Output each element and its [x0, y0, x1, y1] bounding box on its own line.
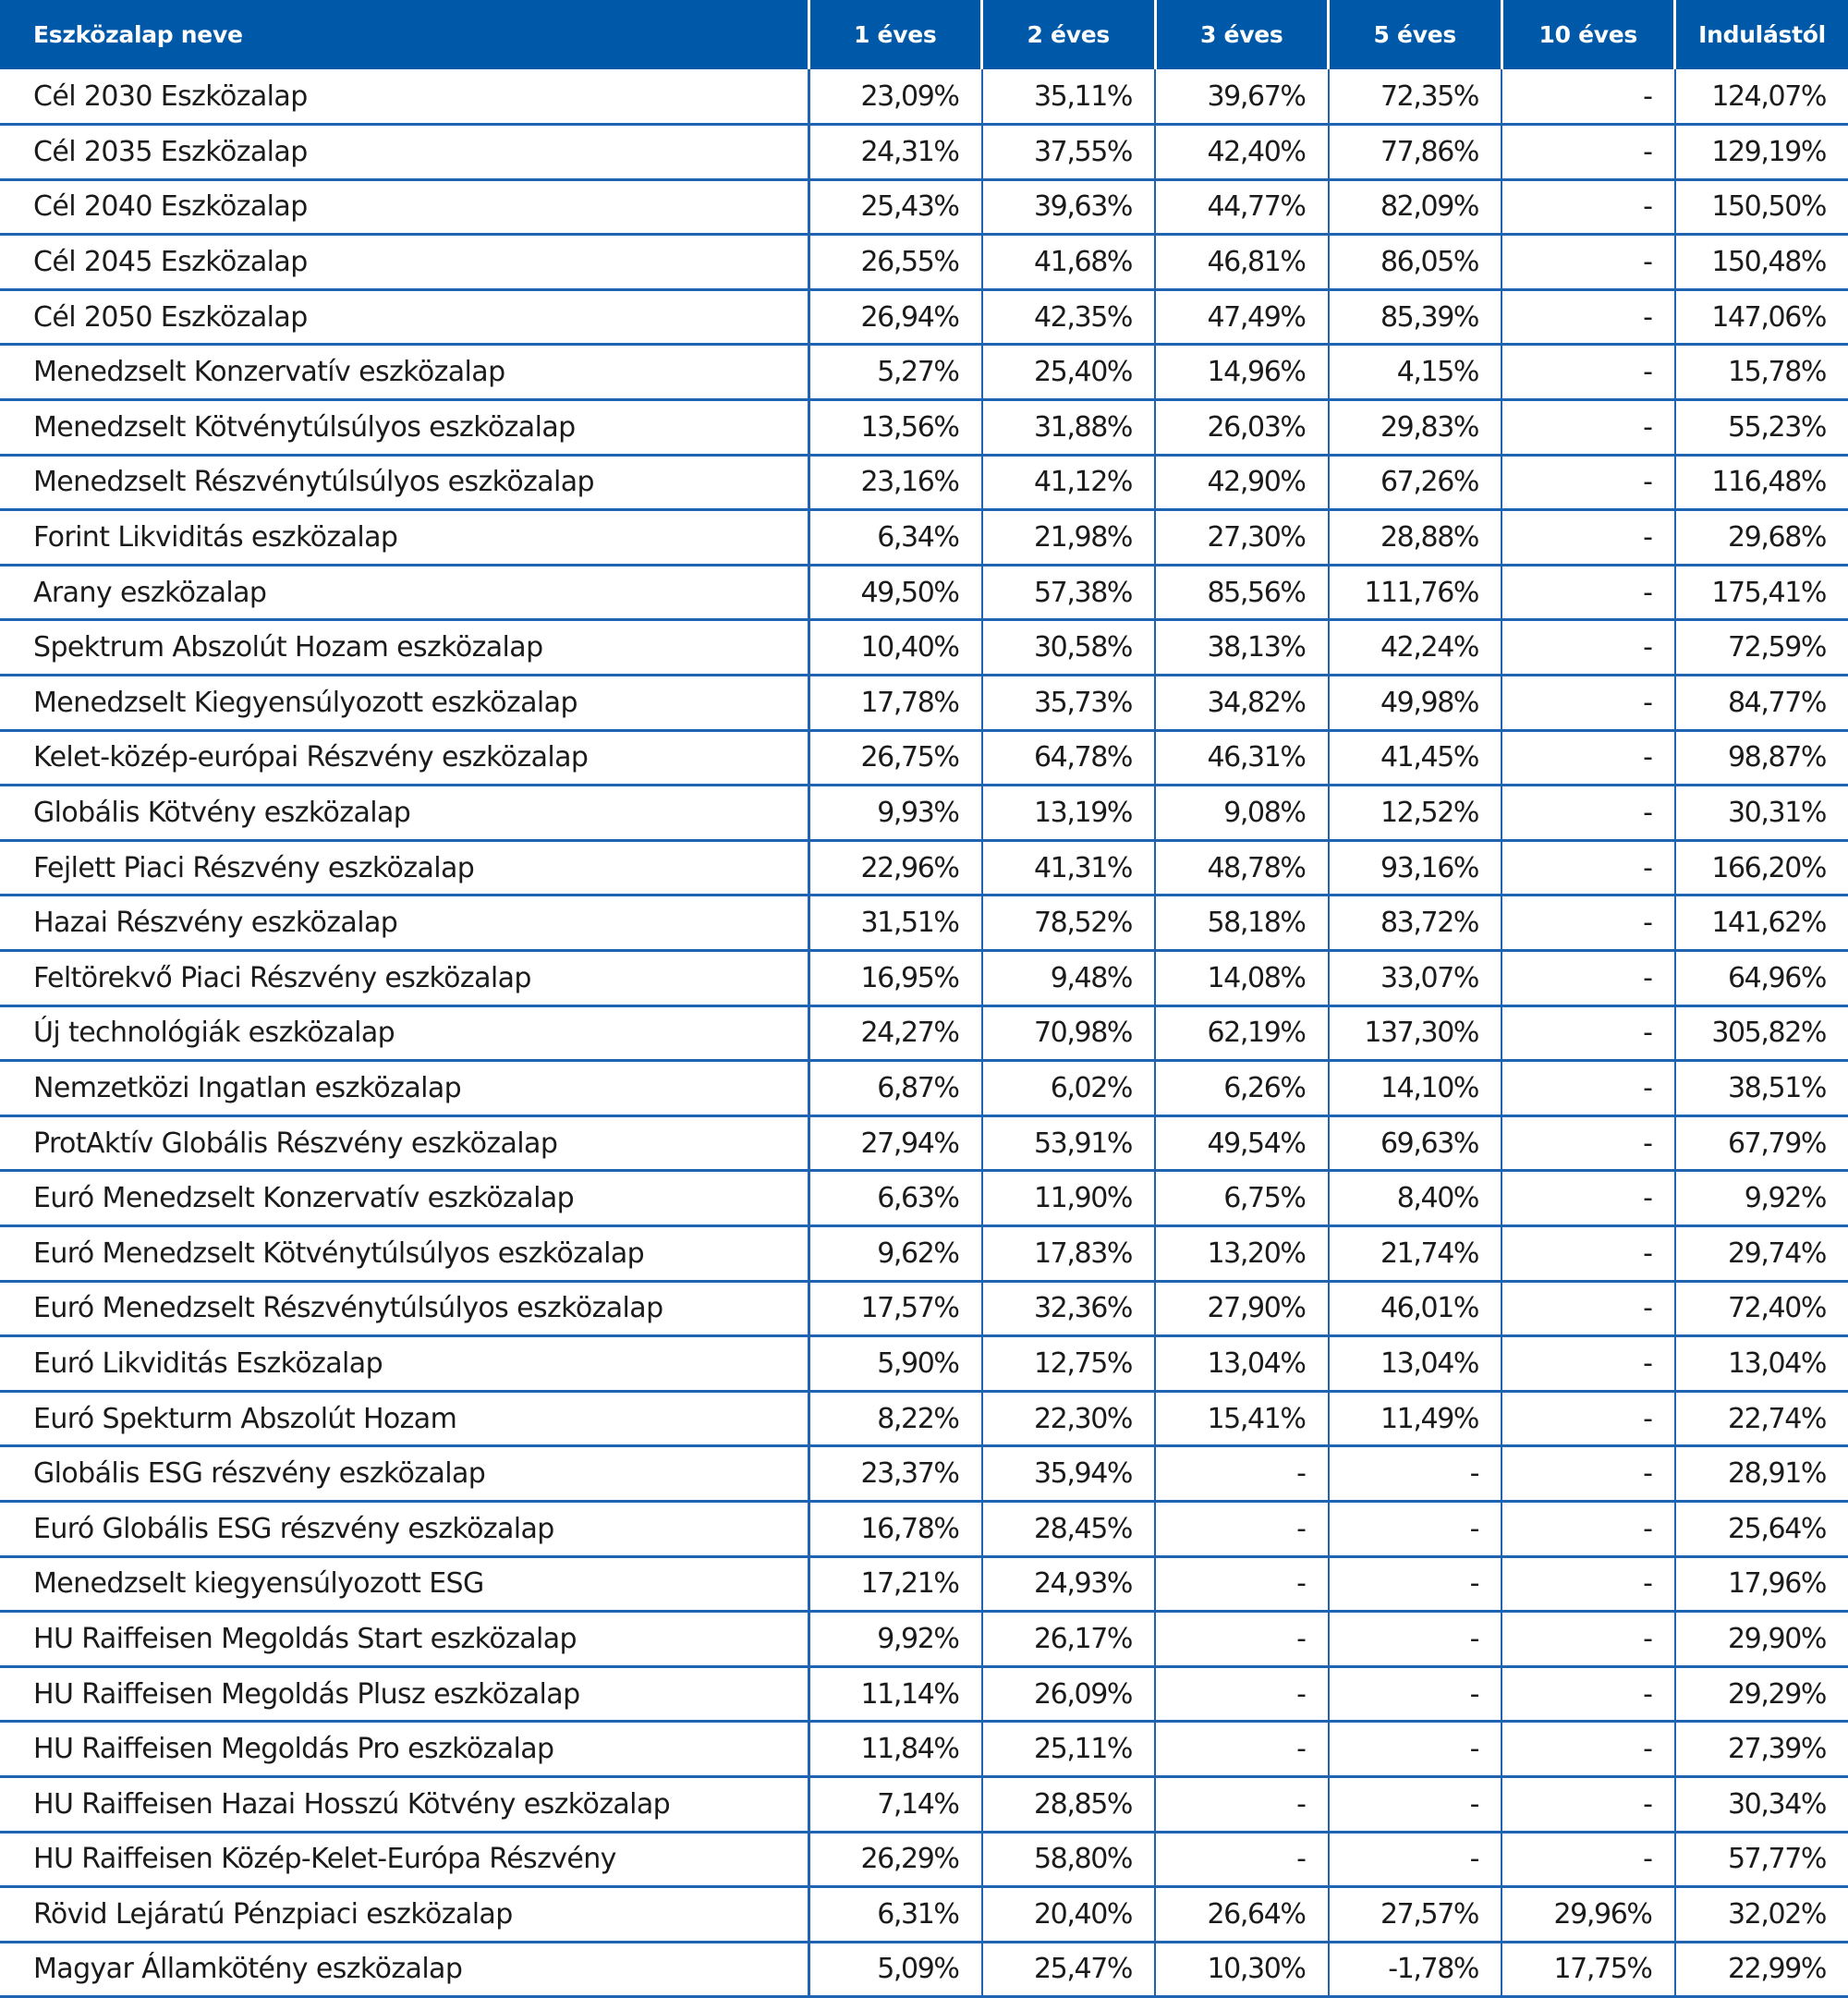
header-fund-name: Eszközalap neve	[0, 0, 808, 69]
return-since-inception-cell: 166,20%	[1675, 840, 1848, 895]
return-10-year-cell: -	[1502, 676, 1675, 731]
header-5-year: 5 éves	[1329, 0, 1502, 69]
return-1-year-cell: 5,27%	[808, 345, 982, 400]
return-2-year-cell: 35,11%	[982, 69, 1156, 125]
return-3-year-cell: 39,67%	[1155, 69, 1329, 125]
return-1-year-cell: 23,09%	[808, 69, 982, 125]
return-1-year-cell: 13,56%	[808, 400, 982, 456]
return-2-year-cell: 21,98%	[982, 510, 1156, 566]
table-row	[0, 1446, 1848, 1502]
return-2-year-cell: 41,12%	[982, 455, 1156, 510]
return-5-year-cell: -	[1329, 1722, 1502, 1777]
table-row	[0, 455, 1848, 510]
return-2-year-cell: 30,58%	[982, 620, 1156, 676]
return-10-year-cell: -	[1502, 1391, 1675, 1446]
return-10-year-cell: -	[1502, 1776, 1675, 1832]
fund-name-cell: Euró Menedzselt Részvénytúlsúlyos eszközalap	[0, 1281, 808, 1336]
fund-name-cell: Forint Likviditás eszközalap	[0, 510, 808, 566]
return-since-inception-cell: 150,48%	[1675, 235, 1848, 290]
return-5-year-cell: 137,30%	[1329, 1005, 1502, 1061]
return-since-inception-cell: 305,82%	[1675, 1005, 1848, 1061]
return-3-year-cell: 44,77%	[1155, 179, 1329, 235]
return-2-year-cell: 58,80%	[982, 1832, 1156, 1887]
return-3-year-cell: 14,96%	[1155, 345, 1329, 400]
return-since-inception-cell: 67,79%	[1675, 1115, 1848, 1171]
return-1-year-cell: 23,37%	[808, 1446, 982, 1502]
fund-name-cell: Euró Globális ESG részvény eszközalap	[0, 1501, 808, 1556]
return-10-year-cell: -	[1502, 1005, 1675, 1061]
return-since-inception-cell: 30,31%	[1675, 786, 1848, 841]
return-1-year-cell: 11,14%	[808, 1666, 982, 1722]
return-since-inception-cell: 15,78%	[1675, 345, 1848, 400]
return-3-year-cell: -	[1155, 1501, 1329, 1556]
return-5-year-cell: 82,09%	[1329, 179, 1502, 235]
return-3-year-cell: 15,41%	[1155, 1391, 1329, 1446]
return-3-year-cell: 47,49%	[1155, 289, 1329, 345]
return-1-year-cell: 16,95%	[808, 951, 982, 1006]
return-1-year-cell: 8,22%	[808, 1391, 982, 1446]
return-10-year-cell: -	[1502, 1061, 1675, 1116]
fund-name-cell: HU Raiffeisen Megoldás Start eszközalap	[0, 1612, 808, 1667]
header-2-year: 2 éves	[982, 0, 1156, 69]
return-2-year-cell: 64,78%	[982, 730, 1156, 786]
return-10-year-cell: -	[1502, 1171, 1675, 1226]
return-1-year-cell: 17,21%	[808, 1556, 982, 1612]
return-since-inception-cell: 124,07%	[1675, 69, 1848, 125]
return-5-year-cell: 42,24%	[1329, 620, 1502, 676]
fund-name-cell: Kelet-közép-európai Részvény eszközalap	[0, 730, 808, 786]
return-1-year-cell: 11,84%	[808, 1722, 982, 1777]
return-since-inception-cell: 72,59%	[1675, 620, 1848, 676]
return-1-year-cell: 9,92%	[808, 1612, 982, 1667]
table-row	[0, 235, 1848, 290]
fund-name-cell: Menedzselt Kötvénytúlsúlyos eszközalap	[0, 400, 808, 456]
return-5-year-cell: -	[1329, 1666, 1502, 1722]
return-1-year-cell: 10,40%	[808, 620, 982, 676]
return-2-year-cell: 57,38%	[982, 565, 1156, 620]
header-10-year: 10 éves	[1502, 0, 1675, 69]
fund-name-cell: Euró Menedzselt Konzervatív eszközalap	[0, 1171, 808, 1226]
return-2-year-cell: 53,91%	[982, 1115, 1156, 1171]
fund-name-cell: Euró Spekturm Abszolút Hozam	[0, 1391, 808, 1446]
header-row	[0, 0, 1848, 69]
return-5-year-cell: 46,01%	[1329, 1281, 1502, 1336]
return-1-year-cell: 26,29%	[808, 1832, 982, 1887]
return-2-year-cell: 9,48%	[982, 951, 1156, 1006]
table-row	[0, 1225, 1848, 1281]
return-1-year-cell: 26,55%	[808, 235, 982, 290]
return-1-year-cell: 5,09%	[808, 1942, 982, 1997]
return-10-year-cell: -	[1502, 510, 1675, 566]
table-row	[0, 1005, 1848, 1061]
return-5-year-cell: 77,86%	[1329, 125, 1502, 180]
return-5-year-cell: -	[1329, 1776, 1502, 1832]
return-3-year-cell: 62,19%	[1155, 1005, 1329, 1061]
return-3-year-cell: 49,54%	[1155, 1115, 1329, 1171]
return-2-year-cell: 11,90%	[982, 1171, 1156, 1226]
return-10-year-cell: 17,75%	[1502, 1942, 1675, 1997]
return-2-year-cell: 22,30%	[982, 1391, 1156, 1446]
return-5-year-cell: -1,78%	[1329, 1942, 1502, 1997]
return-3-year-cell: -	[1155, 1612, 1329, 1667]
return-2-year-cell: 41,68%	[982, 235, 1156, 290]
table-row	[0, 730, 1848, 786]
return-3-year-cell: 46,31%	[1155, 730, 1329, 786]
table-row	[0, 951, 1848, 1006]
return-2-year-cell: 37,55%	[982, 125, 1156, 180]
fund-name-cell: Euró Menedzselt Kötvénytúlsúlyos eszközalap	[0, 1225, 808, 1281]
return-since-inception-cell: 29,90%	[1675, 1612, 1848, 1667]
return-5-year-cell: -	[1329, 1446, 1502, 1502]
return-3-year-cell: -	[1155, 1446, 1329, 1502]
return-3-year-cell: 46,81%	[1155, 235, 1329, 290]
fund-name-cell: HU Raiffeisen Hazai Hosszú Kötvény eszközalap	[0, 1776, 808, 1832]
return-1-year-cell: 23,16%	[808, 455, 982, 510]
table-row	[0, 676, 1848, 731]
return-2-year-cell: 24,93%	[982, 1556, 1156, 1612]
return-5-year-cell: 67,26%	[1329, 455, 1502, 510]
return-2-year-cell: 25,11%	[982, 1722, 1156, 1777]
return-3-year-cell: -	[1155, 1556, 1329, 1612]
fund-name-cell: Fejlett Piaci Részvény eszközalap	[0, 840, 808, 895]
return-5-year-cell: 85,39%	[1329, 289, 1502, 345]
return-1-year-cell: 9,93%	[808, 786, 982, 841]
table-row	[0, 1501, 1848, 1556]
return-2-year-cell: 70,98%	[982, 1005, 1156, 1061]
return-10-year-cell: -	[1502, 345, 1675, 400]
return-3-year-cell: 9,08%	[1155, 786, 1329, 841]
fund-name-cell: Menedzselt kiegyensúlyozott ESG	[0, 1556, 808, 1612]
table-row	[0, 345, 1848, 400]
return-since-inception-cell: 116,48%	[1675, 455, 1848, 510]
return-2-year-cell: 39,63%	[982, 179, 1156, 235]
return-5-year-cell: 69,63%	[1329, 1115, 1502, 1171]
return-10-year-cell: -	[1502, 1666, 1675, 1722]
return-since-inception-cell: 150,50%	[1675, 179, 1848, 235]
table-row	[0, 620, 1848, 676]
return-10-year-cell: -	[1502, 1225, 1675, 1281]
return-since-inception-cell: 22,99%	[1675, 1942, 1848, 1997]
fund-name-cell: Menedzselt Részvénytúlsúlyos eszközalap	[0, 455, 808, 510]
table-row	[0, 1887, 1848, 1943]
return-3-year-cell: 26,03%	[1155, 400, 1329, 456]
return-since-inception-cell: 9,92%	[1675, 1171, 1848, 1226]
fund-name-cell: Menedzselt Kiegyensúlyozott eszközalap	[0, 676, 808, 731]
return-3-year-cell: 58,18%	[1155, 895, 1329, 951]
table-row	[0, 895, 1848, 951]
return-since-inception-cell: 17,96%	[1675, 1556, 1848, 1612]
return-5-year-cell: -	[1329, 1556, 1502, 1612]
return-10-year-cell: -	[1502, 400, 1675, 456]
return-1-year-cell: 6,34%	[808, 510, 982, 566]
return-5-year-cell: 33,07%	[1329, 951, 1502, 1006]
table-row	[0, 1336, 1848, 1392]
return-3-year-cell: 34,82%	[1155, 676, 1329, 731]
return-3-year-cell: 48,78%	[1155, 840, 1329, 895]
return-since-inception-cell: 55,23%	[1675, 400, 1848, 456]
table-row	[0, 1666, 1848, 1722]
fund-name-cell: Euró Likviditás Eszközalap	[0, 1336, 808, 1392]
fund-name-cell: Magyar Államkötény eszközalap	[0, 1942, 808, 1997]
return-2-year-cell: 26,09%	[982, 1666, 1156, 1722]
return-2-year-cell: 41,31%	[982, 840, 1156, 895]
return-10-year-cell: -	[1502, 730, 1675, 786]
table-row	[0, 179, 1848, 235]
return-3-year-cell: 14,08%	[1155, 951, 1329, 1006]
return-1-year-cell: 26,75%	[808, 730, 982, 786]
return-since-inception-cell: 13,04%	[1675, 1336, 1848, 1392]
return-5-year-cell: 83,72%	[1329, 895, 1502, 951]
table-row	[0, 125, 1848, 180]
return-2-year-cell: 35,73%	[982, 676, 1156, 731]
return-5-year-cell: -	[1329, 1612, 1502, 1667]
return-2-year-cell: 12,75%	[982, 1336, 1156, 1392]
fund-name-cell: Cél 2035 Eszközalap	[0, 125, 808, 180]
return-5-year-cell: 29,83%	[1329, 400, 1502, 456]
return-5-year-cell: -	[1329, 1501, 1502, 1556]
return-1-year-cell: 49,50%	[808, 565, 982, 620]
return-1-year-cell: 24,31%	[808, 125, 982, 180]
return-1-year-cell: 24,27%	[808, 1005, 982, 1061]
return-since-inception-cell: 29,68%	[1675, 510, 1848, 566]
return-since-inception-cell: 27,39%	[1675, 1722, 1848, 1777]
fund-name-cell: Új technológiák eszközalap	[0, 1005, 808, 1061]
header-1-year: 1 éves	[808, 0, 982, 69]
return-10-year-cell: -	[1502, 951, 1675, 1006]
table-row	[0, 1171, 1848, 1226]
return-since-inception-cell: 175,41%	[1675, 565, 1848, 620]
table-body	[0, 69, 1848, 1997]
return-since-inception-cell: 28,91%	[1675, 1446, 1848, 1502]
return-10-year-cell: -	[1502, 69, 1675, 125]
return-since-inception-cell: 141,62%	[1675, 895, 1848, 951]
return-5-year-cell: 72,35%	[1329, 69, 1502, 125]
fund-name-cell: Globális ESG részvény eszközalap	[0, 1446, 808, 1502]
table-row	[0, 400, 1848, 456]
table-row	[0, 289, 1848, 345]
return-2-year-cell: 31,88%	[982, 400, 1156, 456]
return-5-year-cell: 49,98%	[1329, 676, 1502, 731]
fund-name-cell: Rövid Lejáratú Pénzpiaci eszközalap	[0, 1887, 808, 1943]
return-10-year-cell: -	[1502, 289, 1675, 345]
return-10-year-cell: -	[1502, 1832, 1675, 1887]
return-since-inception-cell: 22,74%	[1675, 1391, 1848, 1446]
fund-name-cell: Globális Kötvény eszközalap	[0, 786, 808, 841]
return-1-year-cell: 22,96%	[808, 840, 982, 895]
return-1-year-cell: 17,57%	[808, 1281, 982, 1336]
return-since-inception-cell: 30,34%	[1675, 1776, 1848, 1832]
return-since-inception-cell: 57,77%	[1675, 1832, 1848, 1887]
return-5-year-cell: 111,76%	[1329, 565, 1502, 620]
table-row	[0, 1061, 1848, 1116]
return-3-year-cell: 27,90%	[1155, 1281, 1329, 1336]
return-10-year-cell: -	[1502, 1281, 1675, 1336]
return-5-year-cell: 12,52%	[1329, 786, 1502, 841]
return-since-inception-cell: 64,96%	[1675, 951, 1848, 1006]
table-row	[0, 69, 1848, 125]
fund-name-cell: Menedzselt Konzervatív eszközalap	[0, 345, 808, 400]
return-2-year-cell: 28,45%	[982, 1501, 1156, 1556]
return-2-year-cell: 35,94%	[982, 1446, 1156, 1502]
return-since-inception-cell: 147,06%	[1675, 289, 1848, 345]
return-5-year-cell: 93,16%	[1329, 840, 1502, 895]
return-since-inception-cell: 84,77%	[1675, 676, 1848, 731]
return-10-year-cell: -	[1502, 1556, 1675, 1612]
table-row	[0, 510, 1848, 566]
return-1-year-cell: 6,87%	[808, 1061, 982, 1116]
return-2-year-cell: 32,36%	[982, 1281, 1156, 1336]
table-row	[0, 1612, 1848, 1667]
table-row	[0, 1115, 1848, 1171]
return-since-inception-cell: 25,64%	[1675, 1501, 1848, 1556]
fund-name-cell: Hazai Részvény eszközalap	[0, 895, 808, 951]
return-3-year-cell: -	[1155, 1722, 1329, 1777]
return-1-year-cell: 9,62%	[808, 1225, 982, 1281]
return-since-inception-cell: 98,87%	[1675, 730, 1848, 786]
table-row	[0, 1556, 1848, 1612]
return-1-year-cell: 6,63%	[808, 1171, 982, 1226]
return-1-year-cell: 7,14%	[808, 1776, 982, 1832]
return-5-year-cell: 21,74%	[1329, 1225, 1502, 1281]
table-row	[0, 1832, 1848, 1887]
return-2-year-cell: 25,40%	[982, 345, 1156, 400]
return-3-year-cell: -	[1155, 1666, 1329, 1722]
return-2-year-cell: 42,35%	[982, 289, 1156, 345]
header-3-year: 3 éves	[1155, 0, 1329, 69]
return-10-year-cell: -	[1502, 565, 1675, 620]
return-3-year-cell: 38,13%	[1155, 620, 1329, 676]
table-header	[0, 0, 1848, 69]
return-since-inception-cell: 29,29%	[1675, 1666, 1848, 1722]
return-10-year-cell: -	[1502, 1336, 1675, 1392]
return-since-inception-cell: 29,74%	[1675, 1225, 1848, 1281]
return-3-year-cell: -	[1155, 1776, 1329, 1832]
return-1-year-cell: 17,78%	[808, 676, 982, 731]
fund-name-cell: Cél 2040 Eszközalap	[0, 179, 808, 235]
return-since-inception-cell: 129,19%	[1675, 125, 1848, 180]
header-since-inception: Indulástól	[1675, 0, 1848, 69]
return-5-year-cell: 41,45%	[1329, 730, 1502, 786]
return-10-year-cell: -	[1502, 620, 1675, 676]
fund-name-cell: HU Raiffeisen Közép-Kelet-Európa Részvény	[0, 1832, 808, 1887]
return-3-year-cell: 85,56%	[1155, 565, 1329, 620]
return-2-year-cell: 17,83%	[982, 1225, 1156, 1281]
return-10-year-cell: -	[1502, 235, 1675, 290]
return-5-year-cell: 27,57%	[1329, 1887, 1502, 1943]
return-since-inception-cell: 32,02%	[1675, 1887, 1848, 1943]
return-5-year-cell: 13,04%	[1329, 1336, 1502, 1392]
return-since-inception-cell: 38,51%	[1675, 1061, 1848, 1116]
table-row	[0, 786, 1848, 841]
fund-name-cell: Feltörekvő Piaci Részvény eszközalap	[0, 951, 808, 1006]
table-row	[0, 1281, 1848, 1336]
return-since-inception-cell: 72,40%	[1675, 1281, 1848, 1336]
return-10-year-cell: -	[1502, 455, 1675, 510]
fund-name-cell: Arany eszközalap	[0, 565, 808, 620]
return-10-year-cell: -	[1502, 1446, 1675, 1502]
return-2-year-cell: 25,47%	[982, 1942, 1156, 1997]
return-3-year-cell: -	[1155, 1832, 1329, 1887]
return-1-year-cell: 31,51%	[808, 895, 982, 951]
return-3-year-cell: 6,75%	[1155, 1171, 1329, 1226]
fund-name-cell: Nemzetközi Ingatlan eszközalap	[0, 1061, 808, 1116]
return-1-year-cell: 26,94%	[808, 289, 982, 345]
fund-name-cell: HU Raiffeisen Megoldás Plusz eszközalap	[0, 1666, 808, 1722]
return-10-year-cell: -	[1502, 786, 1675, 841]
return-10-year-cell: -	[1502, 1115, 1675, 1171]
fund-name-cell: Cél 2030 Eszközalap	[0, 69, 808, 125]
return-3-year-cell: 10,30%	[1155, 1942, 1329, 1997]
return-2-year-cell: 6,02%	[982, 1061, 1156, 1116]
return-3-year-cell: 42,90%	[1155, 455, 1329, 510]
return-1-year-cell: 16,78%	[808, 1501, 982, 1556]
fund-name-cell: Spektrum Abszolút Hozam eszközalap	[0, 620, 808, 676]
return-3-year-cell: 27,30%	[1155, 510, 1329, 566]
return-10-year-cell: -	[1502, 179, 1675, 235]
return-10-year-cell: -	[1502, 1612, 1675, 1667]
return-5-year-cell: 14,10%	[1329, 1061, 1502, 1116]
return-10-year-cell: -	[1502, 895, 1675, 951]
return-5-year-cell: 4,15%	[1329, 345, 1502, 400]
table-row	[0, 840, 1848, 895]
return-5-year-cell: 8,40%	[1329, 1171, 1502, 1226]
return-1-year-cell: 27,94%	[808, 1115, 982, 1171]
return-10-year-cell: 29,96%	[1502, 1887, 1675, 1943]
fund-name-cell: Cél 2045 Eszközalap	[0, 235, 808, 290]
return-3-year-cell: 13,20%	[1155, 1225, 1329, 1281]
return-10-year-cell: -	[1502, 125, 1675, 180]
fund-name-cell: ProtAktív Globális Részvény eszközalap	[0, 1115, 808, 1171]
return-10-year-cell: -	[1502, 840, 1675, 895]
return-3-year-cell: 6,26%	[1155, 1061, 1329, 1116]
return-5-year-cell: -	[1329, 1832, 1502, 1887]
return-1-year-cell: 25,43%	[808, 179, 982, 235]
return-1-year-cell: 6,31%	[808, 1887, 982, 1943]
return-2-year-cell: 26,17%	[982, 1612, 1156, 1667]
return-5-year-cell: 11,49%	[1329, 1391, 1502, 1446]
return-1-year-cell: 5,90%	[808, 1336, 982, 1392]
table-row	[0, 1776, 1848, 1832]
return-5-year-cell: 28,88%	[1329, 510, 1502, 566]
return-2-year-cell: 28,85%	[982, 1776, 1156, 1832]
return-2-year-cell: 78,52%	[982, 895, 1156, 951]
return-3-year-cell: 13,04%	[1155, 1336, 1329, 1392]
return-2-year-cell: 13,19%	[982, 786, 1156, 841]
table-row	[0, 1391, 1848, 1446]
return-5-year-cell: 86,05%	[1329, 235, 1502, 290]
return-2-year-cell: 20,40%	[982, 1887, 1156, 1943]
return-3-year-cell: 26,64%	[1155, 1887, 1329, 1943]
fund-name-cell: Cél 2050 Eszközalap	[0, 289, 808, 345]
table-row	[0, 1942, 1848, 1997]
return-10-year-cell: -	[1502, 1722, 1675, 1777]
return-10-year-cell: -	[1502, 1501, 1675, 1556]
fund-name-cell: HU Raiffeisen Megoldás Pro eszközalap	[0, 1722, 808, 1777]
table-row	[0, 565, 1848, 620]
table-row	[0, 1722, 1848, 1777]
return-3-year-cell: 42,40%	[1155, 125, 1329, 180]
